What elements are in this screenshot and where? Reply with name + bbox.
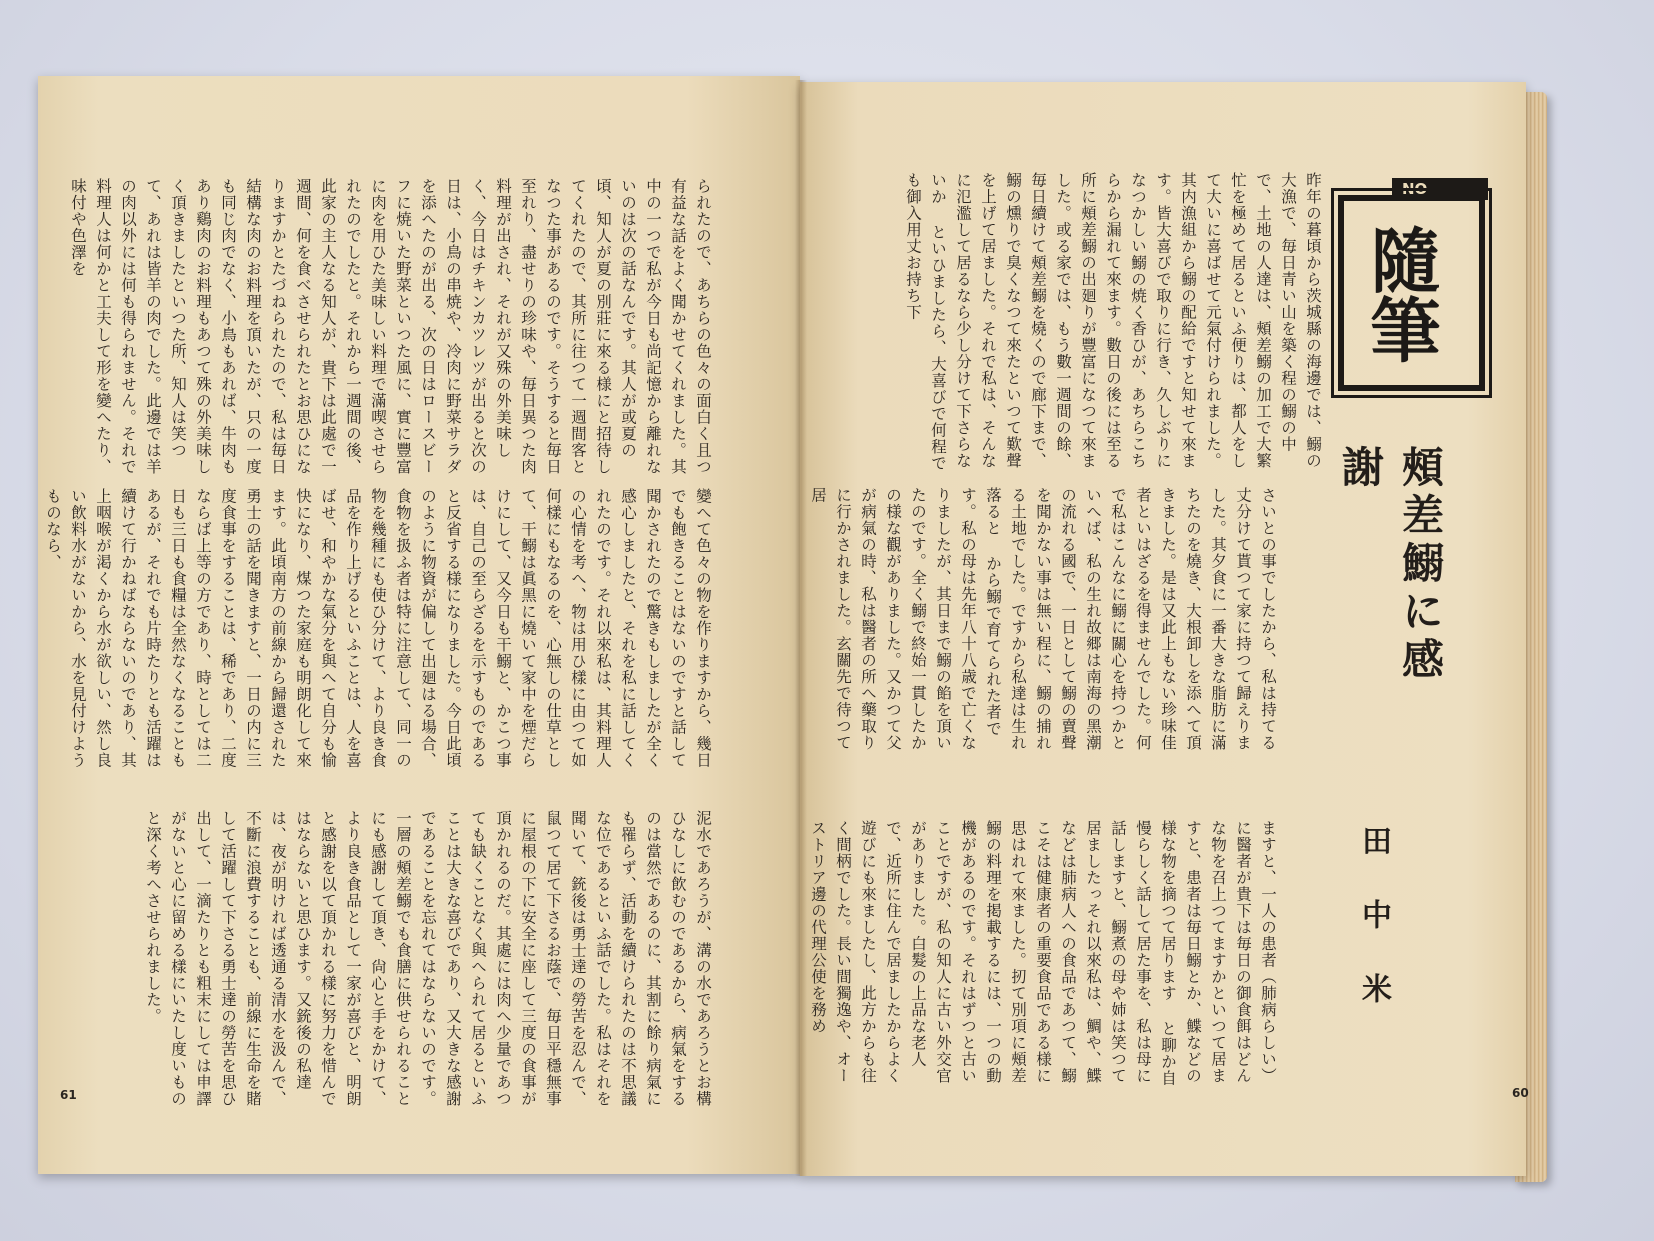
right-middle-text: さいとの事でしたから、私は持てる丈分けて貰つて家に持つて歸えりました。其夕食に一番大きな脂肪に滿ちたのを燒き、大根卸しを添へて頂きました。是は又此上もない珍味佳者といはざるを得ませんでした。何で私はこんなに鰯に關心を持つかといへば、私の生れ故郷は南海の黑潮の流れる國で、一日として鰯の賣聲を聞かない事は無い程に、鰯の捕れる土地でした。ですから私達は生れ落ると から鰯で育てられた者です。私の母は先年八十八歳で亡くなりましたが、其日まで鰯の餡を頂いたのです。全く鰯で終始一貫したかの様な觀がありました。又かつて父が病氣の時、私は醫者の所へ藥取りに行かされました。玄關先で待つて居 [809, 487, 1277, 751]
stamp-tab: NO— [1392, 178, 1488, 200]
page-number-left: 61 [60, 1088, 77, 1102]
article-author: 田中米 [1356, 825, 1391, 1047]
right-bottom-text: ますと、一人の患者（肺病らしい）に醫者が貴下は毎日の御食餌はどんな物を召上つてますかといつて居ますと、患者は毎日鰯とか、鰈などの様な物を摘つて居ります と聊か自慢らしく話して居た事を、私は母に話しますと、鰯煮の母や姉は笑つて居ましたっそれ以來私は、鯛や、鰈などは肺病人への食品であつて、鰯こそは健康者の重要食品である様に思はれて來ました。扨て別項に頰差鰯の料理を掲載するには、一つの動機があるのです。それはずつと古いことですが、私の知人に古い外交官がありました。白髮の上品な老人で、近所に住んで居ましたからよく遊びにも來ましたし、此方からも往く間柄でした。長い間獨逸や、オーストリア邊の代理公使を務め [809, 820, 1277, 1087]
page-number-right: 60 [1512, 1086, 1529, 1100]
left-top-text: られたので、あちらの色々の面白く且つ有益な話をよく聞かせてくれました。其中の一つで私が今日も尚記憶から離れないのは次の話なんです。其人が或夏の頃、知人が夏の別莊に來る様にと招待してくれたので、其所に往つて一週間客となつた事があるのです。そうすると毎日至れり、盡せりの珍味や、毎日異つた肉料理が出され、それが又殊の外美味しく、今日はチキンカツレツが出ると次の日は、小鳥の串焼や、冷肉に野菜サラダを添へたのが出る、次の日はロースビーフに焼いた野菜といつた風に、實に豐富に肉を用ひた美味しい料理で滿喫させられたのでしたと。それから一週間の後、此家の主人なる知人が、貴下は此處で一週間、何を食べさせられたとお思ひになりますかとたづねられたので、私は毎日結構な肉のお料理を頂いたが、只の一度も同じ肉でなく、小鳥もあれば、牛肉もあり鷄肉のお料理もあつて殊の外美味しく頂きましたといつた所、知人は笑つて、あれは皆羊の肉でした。此邊では羊の肉以外には何も得られません。それで料理人は何かと工夫して形を變へたり、味付や色澤を [69, 178, 712, 475]
article-title: 頰差鰯に感謝 [1336, 445, 1445, 685]
left-middle-text: 變へて色々の物を作りますから、幾日でも飽きることはないのですと話して聞かされたので驚きもしましたが全く感心しましたと、それを私に話してくれたのです。それ以來私は、其料理人の心情を考へ、物は用ひ樣に由つて如何樣にもなるのを、心無しの仕草として、干鰯は眞黑に燒いて家中を煙だらけにして、又今日も干鰯と、かこつ事は、自己の至らざるを示すものであると反省する様になりました。今日此頃のように物資が偏して出廻はる場合、食物を扱ふ者は特に注意して、同一の物を幾種にも使ひ分けて、より良き食品を作り上げるといふことは、人を喜ばせ、和やかな氣分を與へて自分も愉快になり、煤つた家庭も明朗化して來ます。此頃南方の前線から歸還された勇士の話を聞きますと、一日の内に三度食事をすることは、稀であり、二度ならば上等の方であり、時としては二日も三日も食糧は全然なくなることもあるが、それでも片時たりとも活躍は續けて行かねばならないのであり、其上咽喉が渇くから水が欲しい、然し良い飲料水がないから、水を見付けようものなら、 [44, 488, 712, 769]
right-top-text: 昨年の暮頃から茨城縣の海邊では、鰯の大漁で、毎日青い山を築く程の鰯の中で、土地の人達は、頰差鰯の加工で大繁忙を極めて居るといふ便りは、都人をして大いに喜ばせて元氣付けられました。其内漁組から鰯の配給ですと知せて來ます。皆大喜びで取りに行き、久しぶりになつかしい鰯の焼く香ひが、あちらこちらから漏れて來ます。數日の後には至る所に頰差鰯の出廻りが豐富になつて來ました。或る家では、もう數一週間の餘、毎日續けて頰差鰯を燒くので廊下まで、鰯の燻りで臭くなつて來たといつて歎聲を上げて居ました。それで私は、そんなに氾濫して居るなら少し分けて下さらないか といひましたら、大喜びで何程でも御入用丈お持ち下 [904, 172, 1322, 472]
left-bottom-text: 泥水であろうが、溝の水であろうとお構ひなしに飲むのであるから、病氣をするのは當然であるのに、其割に餘り病氣にも罹らず、活動を續けられたのは不思議な位であるといふ話でした。私はそれを聞いて、銃後は勇士達の勞苦を忍んで、鼠つて居て下さるお蔭で、毎日平穩無事に屋根の下に安全に座して三度の食事が頂かれるのだ。其處には肉へ少量であつても缺くことなく與へられて居るといふことは大きな喜びであり、又大きな感謝であることを忘れてはならないのです。一層の頰差鰯でも食膳に供せられることにも感謝して頂き、尙心と手をかけて、より良き食品として一家が喜びと、明朗と感謝を以て頂かれる樣に努力を惜んではならないと思ひます。又銃後の私達は、夜が明ければ透通る清水を汲んで、不斷に浪費することも、前線に生命を賭して活躍して下さる勇士達の勞苦を思ひ出して、一滴たりとも粗末にしては申譯がないと心に留める樣にいたし度いものと深く考へさせられました。 [144, 810, 712, 1107]
essay-stamp-text: 隨筆 [1359, 224, 1442, 364]
